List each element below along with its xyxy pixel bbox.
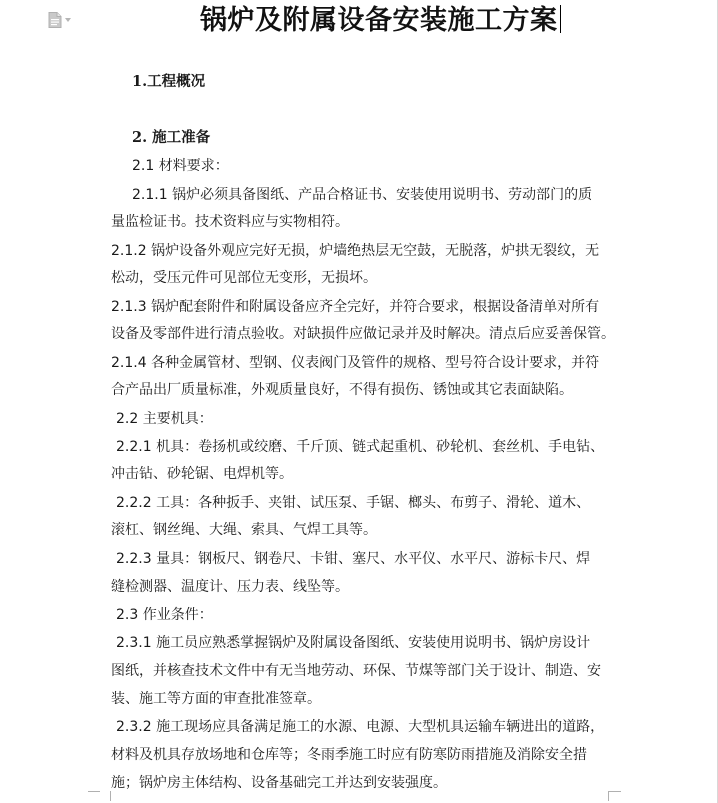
- text-line: 材料及机具存放场地和仓库等；冬雨季施工时应有防寒防雨措施及消除安全措: [111, 747, 587, 763]
- text-line: 2.2.2 工具：各种扳手、夹钳、试压泵、手锯、榔头、布剪子、滑轮、道木、: [116, 495, 591, 511]
- page-margin-marker-left: [88, 791, 100, 792]
- text-line: 设备及零部件进行清点验收。对缺损件应做记录并及时解决。清点后应妥善保管。: [111, 326, 615, 342]
- text-line: 2.2 主要机具：: [116, 411, 213, 427]
- text-line: 松动，受压元件可见部位无变形，无损坏。: [111, 270, 377, 286]
- text-cursor: [560, 5, 561, 33]
- text-line: 2.3 作业条件：: [116, 607, 213, 623]
- text-line: 2.2.3 量具：钢板尺、钢卷尺、卡钳、塞尺、水平仪、水平尺、游标卡尺、焊: [116, 551, 591, 567]
- text-line: 施；锅炉房主体结构、设备基础完工并达到安装强度。: [111, 775, 447, 791]
- document-menu-button[interactable]: [48, 12, 76, 28]
- heading-construction-preparation: 2. 施工准备: [132, 129, 211, 146]
- text-line: 2.1.1 锅炉必须具备图纸、产品合格证书、安装使用说明书、劳动部门的质: [132, 187, 593, 203]
- page-margin-marker-right-vertical: [608, 791, 619, 801]
- text-line: 2.3.1 施工员应熟悉掌握锅炉及附属设备图纸、安装使用说明书、锅炉房设计: [116, 635, 591, 651]
- document-title[interactable]: 锅炉及附属设备安装施工方案: [200, 4, 561, 38]
- text-line: 2.3.2 施工现场应具备满足施工的水源、电源、大型机具运输车辆进出的道路，: [116, 719, 605, 735]
- chevron-down-icon: [65, 18, 71, 22]
- text-line: 2.1.3 锅炉配套附件和附属设备应齐全完好，并符合要求，根据设备清单对所有: [111, 299, 600, 315]
- text-line: 冲击钻、砂轮锯、电焊机等。: [111, 466, 293, 482]
- heading-project-overview: 1.工程概况: [132, 73, 206, 90]
- text-line: 量监检证书。技术资料应与实物相符。: [111, 214, 349, 230]
- document-icon: [48, 12, 62, 28]
- text-line: 2.1.4 各种金属管材、型钢、仪表阀门及管件的规格、型号符合设计要求，并符: [111, 355, 600, 371]
- page-margin-marker-left-vertical: [100, 791, 111, 801]
- text-line: 缝检测器、温度计、压力表、线坠等。: [111, 579, 349, 595]
- text-line: 2.2.1 机具：卷扬机或绞磨、千斤顶、链式起重机、砂轮机、套丝机、手电钻、: [116, 439, 605, 455]
- text-line: 图纸，并核查技术文件中有无当地劳动、环保、节煤等部门关于设计、制造、安: [111, 663, 601, 679]
- text-line: 2.1.2 锅炉设备外观应完好无损，炉墙绝热层无空鼓，无脱落，炉拱无裂纹，无: [111, 243, 600, 259]
- text-line: 合产品出厂质量标准，外观质量良好，不得有损伤、锈蚀或其它表面缺陷。: [111, 382, 573, 398]
- text-line: 装、施工等方面的审查批准签章。: [111, 691, 321, 707]
- text-line: 2.1 材料要求：: [132, 158, 229, 174]
- text-line: 滚杠、钢丝绳、大绳、索具、气焊工具等。: [111, 522, 377, 538]
